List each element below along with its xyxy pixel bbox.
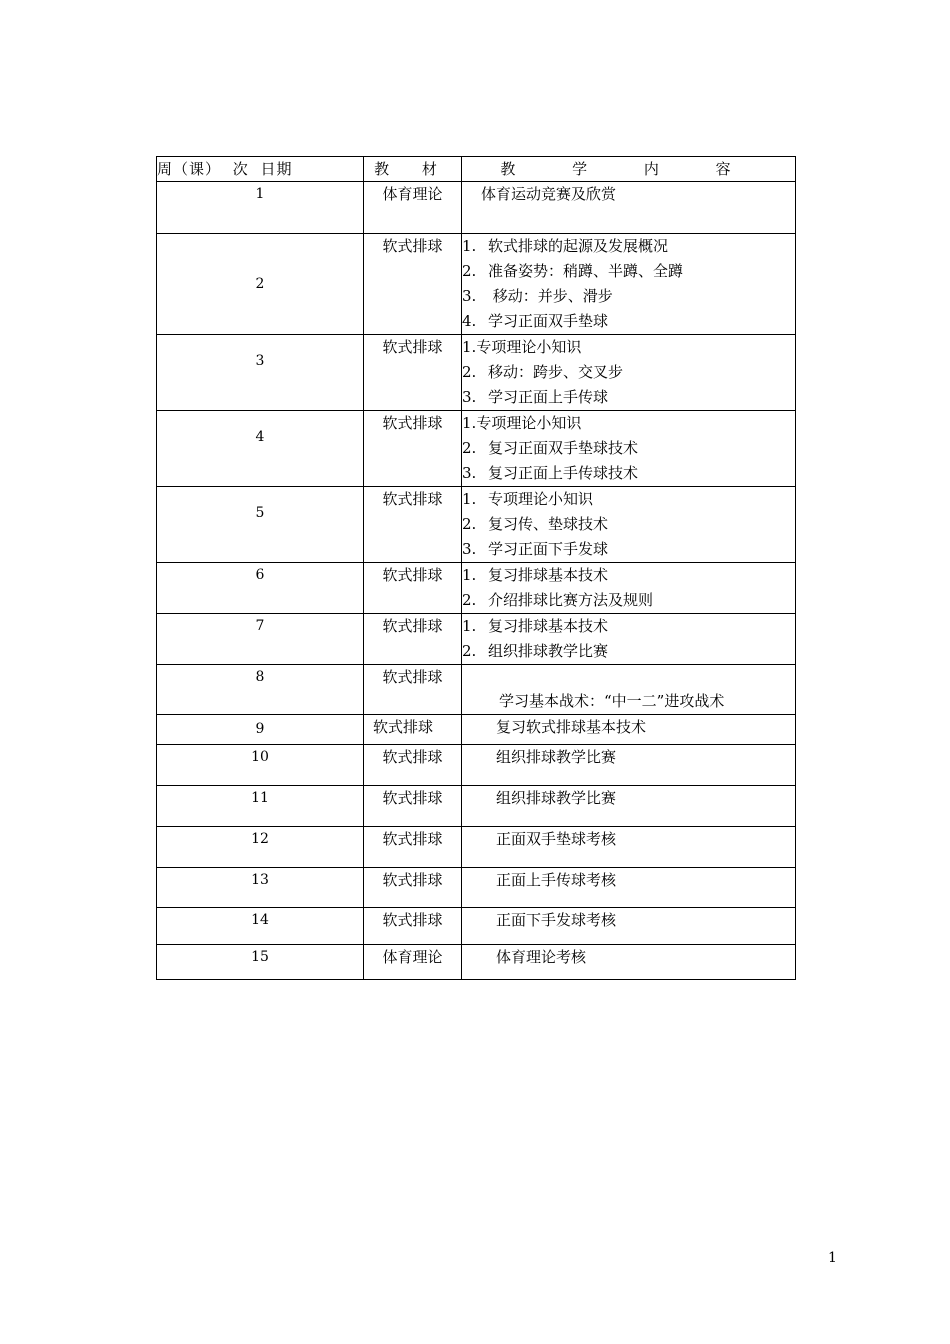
content-line: 1. 复习排球基本技术	[462, 566, 609, 584]
content-line: 正面上手传球考核	[496, 871, 617, 889]
table-row	[157, 786, 796, 827]
content-cell	[462, 335, 796, 411]
table-row	[157, 234, 796, 335]
week-cell: 11	[157, 786, 364, 827]
material-cell: 软式排球	[364, 563, 462, 614]
week-number: 3	[255, 353, 265, 369]
content-line: 3. 移动：并步、滑步	[462, 287, 613, 305]
table-row	[157, 335, 796, 411]
content-line: 体育运动竞赛及欣赏	[481, 185, 617, 203]
content-line: 3. 复习正面上手传球技术	[462, 464, 639, 482]
material-cell: 软式排球	[364, 614, 462, 665]
week-cell	[157, 335, 364, 411]
material-cell: 软式排球	[364, 411, 462, 487]
week-cell: 12	[157, 827, 364, 868]
material-cell: 软式排球	[364, 868, 462, 908]
content-line: 正面下手发球考核	[496, 911, 617, 929]
content-line: 组织排球教学比赛	[496, 789, 617, 807]
header-week-date: 周（课） 次 日期	[157, 157, 364, 182]
content-line: 3. 学习正面下手发球	[462, 540, 609, 558]
content-cell	[462, 827, 796, 868]
course-schedule-table	[156, 156, 796, 980]
content-line: 3. 学习正面上手传球	[462, 388, 609, 406]
content-line: 组织排球教学比赛	[496, 748, 617, 766]
content-line: 4. 学习正面双手垫球	[462, 312, 609, 330]
table-row	[157, 868, 796, 908]
week-cell: 7	[157, 614, 364, 665]
content-cell	[462, 182, 796, 234]
material-cell: 软式排球	[364, 487, 462, 563]
content-line: 正面双手垫球考核	[496, 830, 617, 848]
material-cell: 软式排球	[364, 715, 462, 745]
material-cell: 体育理论	[364, 182, 462, 234]
content-line: 2. 介绍排球比赛方法及规则	[462, 591, 654, 609]
week-cell	[157, 234, 364, 335]
content-line: 1.专项理论小知识	[462, 338, 582, 356]
table-row	[157, 665, 796, 715]
header-content: 教 学 内 容	[462, 157, 796, 182]
content-cell	[462, 908, 796, 945]
content-line: 1.专项理论小知识	[462, 414, 582, 432]
content-line: 1. 复习排球基本技术	[462, 617, 609, 635]
table-row	[157, 411, 796, 487]
table-row	[157, 715, 796, 745]
content-line: 2. 移动：跨步、交叉步	[462, 363, 624, 381]
week-cell: 9	[157, 715, 364, 745]
week-number: 5	[255, 505, 265, 521]
content-cell	[462, 745, 796, 786]
content-line: 体育理论考核	[496, 948, 587, 966]
content-cell	[462, 563, 796, 614]
table-header-row	[157, 157, 796, 182]
table-row	[157, 563, 796, 614]
week-cell: 6	[157, 563, 364, 614]
table-row	[157, 745, 796, 786]
content-line: 2. 准备姿势：稍蹲、半蹲、全蹲	[462, 262, 684, 280]
content-line: 学习基本战术：“中一二”进攻战术	[499, 692, 725, 710]
content-cell	[462, 945, 796, 980]
week-cell	[157, 487, 364, 563]
table-row	[157, 182, 796, 234]
content-line: 1. 软式排球的起源及发展概况	[462, 237, 669, 255]
week-cell: 14	[157, 908, 364, 945]
content-cell	[462, 411, 796, 487]
content-line: 2. 组织排球教学比赛	[462, 642, 609, 660]
table-row	[157, 827, 796, 868]
content-cell	[462, 665, 796, 715]
week-cell: 10	[157, 745, 364, 786]
page-number: 1	[828, 1250, 837, 1266]
week-cell: 1	[157, 182, 364, 234]
content-line: 1. 专项理论小知识	[462, 490, 594, 508]
table-row	[157, 908, 796, 945]
week-number: 4	[255, 429, 265, 445]
week-cell: 15	[157, 945, 364, 980]
content-cell	[462, 614, 796, 665]
week-cell	[157, 411, 364, 487]
table-row	[157, 487, 796, 563]
content-line: 2. 复习传、垫球技术	[462, 515, 609, 533]
material-cell: 软式排球	[364, 745, 462, 786]
content-line: 2. 复习正面双手垫球技术	[462, 439, 639, 457]
material-cell: 体育理论	[364, 945, 462, 980]
week-number: 2	[255, 275, 265, 292]
content-cell	[462, 868, 796, 908]
content-cell	[462, 234, 796, 335]
week-cell: 13	[157, 868, 364, 908]
material-cell: 软式排球	[364, 786, 462, 827]
header-material: 教 材	[364, 157, 462, 182]
week-cell: 8	[157, 665, 364, 715]
material-cell: 软式排球	[364, 827, 462, 868]
table-row	[157, 614, 796, 665]
content-cell	[462, 715, 796, 745]
material-cell: 软式排球	[364, 335, 462, 411]
material-cell: 软式排球	[364, 234, 462, 335]
content-line: 复习软式排球基本技术	[496, 718, 647, 736]
material-cell: 软式排球	[364, 665, 462, 715]
material-cell: 软式排球	[364, 908, 462, 945]
content-cell	[462, 786, 796, 827]
content-cell	[462, 487, 796, 563]
table-row	[157, 945, 796, 980]
